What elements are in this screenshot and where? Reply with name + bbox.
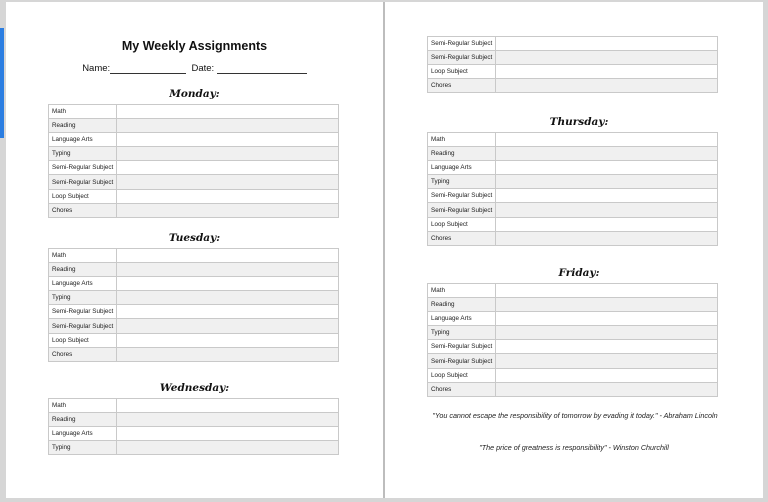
date-blank[interactable]: [217, 65, 307, 74]
assignment-cell[interactable]: [496, 284, 718, 298]
assignment-cell[interactable]: [117, 347, 339, 361]
table-row: [49, 319, 339, 333]
assignment-cell[interactable]: [496, 203, 718, 217]
subject-label: Typing: [428, 326, 496, 340]
day-title-wednesday: Wednesday:: [159, 382, 230, 394]
subject-label: Typing: [49, 441, 117, 455]
subject-label: Reading: [49, 413, 117, 427]
assignment-cell[interactable]: [496, 354, 718, 368]
table-row: [49, 277, 339, 291]
day-title-friday: Friday:: [558, 267, 600, 279]
date-label: Date:: [191, 63, 215, 74]
assignment-cell[interactable]: [496, 79, 718, 93]
assignment-cell[interactable]: [117, 277, 339, 291]
table-row: [49, 347, 339, 361]
table-row: [49, 203, 339, 217]
subject-label: Chores: [428, 231, 496, 245]
subject-label: Math: [428, 133, 496, 147]
assignment-cell[interactable]: [496, 51, 718, 65]
assignment-cell[interactable]: [496, 133, 718, 147]
table-row: [428, 217, 718, 231]
name-blank[interactable]: [110, 65, 186, 74]
table-wednesday: [48, 398, 339, 455]
table-row: [428, 37, 718, 51]
assignment-cell[interactable]: [117, 319, 339, 333]
assignment-cell[interactable]: [117, 119, 339, 133]
assignment-cell[interactable]: [496, 368, 718, 382]
assignment-cell[interactable]: [117, 427, 339, 441]
day-title-monday: Monday:: [169, 88, 220, 100]
subject-label: Semi-Regular Subject: [49, 161, 117, 175]
table-row: [49, 441, 339, 455]
name-label: Name:: [82, 63, 111, 74]
table-row: [49, 189, 339, 203]
table-row: [49, 333, 339, 347]
table-row: [428, 326, 718, 340]
table-row: [428, 175, 718, 189]
subject-label: Semi-Regular Subject: [428, 189, 496, 203]
table-row: [428, 354, 718, 368]
page-left: [6, 2, 383, 498]
assignment-cell[interactable]: [117, 399, 339, 413]
subject-label: Loop Subject: [428, 368, 496, 382]
assignment-cell[interactable]: [117, 305, 339, 319]
table-row: [428, 51, 718, 65]
table-row: [428, 312, 718, 326]
subject-label: Math: [428, 284, 496, 298]
subject-label: Language Arts: [428, 312, 496, 326]
assignment-cell[interactable]: [496, 161, 718, 175]
table-row: [428, 161, 718, 175]
assignment-cell[interactable]: [496, 340, 718, 354]
assignment-cell[interactable]: [496, 217, 718, 231]
subject-label: Typing: [428, 175, 496, 189]
subject-label: Language Arts: [49, 277, 117, 291]
subject-label: Semi-Regular Subject: [49, 319, 117, 333]
assignment-cell[interactable]: [496, 382, 718, 396]
table-thursday: [427, 132, 718, 246]
table-row: [49, 119, 339, 133]
table-row: [428, 284, 718, 298]
table-tuesday: [48, 248, 339, 362]
document-title: My Weekly Assignments: [121, 39, 268, 53]
table-row: [49, 305, 339, 319]
table-row: [428, 147, 718, 161]
subject-label: Chores: [49, 203, 117, 217]
assignment-cell[interactable]: [117, 263, 339, 277]
table-row: [428, 203, 718, 217]
table-row: [49, 291, 339, 305]
table-row: [49, 249, 339, 263]
subject-label: Loop Subject: [49, 333, 117, 347]
table-row: [428, 368, 718, 382]
assignment-cell[interactable]: [117, 441, 339, 455]
table-row: [49, 161, 339, 175]
subject-label: Loop Subject: [428, 65, 496, 79]
assignment-cell[interactable]: [117, 161, 339, 175]
assignment-cell[interactable]: [117, 413, 339, 427]
subject-label: Reading: [49, 119, 117, 133]
assignment-cell[interactable]: [117, 147, 339, 161]
subject-label: Language Arts: [49, 427, 117, 441]
subject-label: Typing: [49, 147, 117, 161]
table-row: [428, 189, 718, 203]
assignment-cell[interactable]: [117, 189, 339, 203]
day-title-tuesday: Tuesday:: [168, 232, 221, 244]
subject-label: Loop Subject: [49, 189, 117, 203]
table-row: [49, 175, 339, 189]
table-row: [428, 133, 718, 147]
subject-label: Semi-Regular Subject: [49, 175, 117, 189]
table-row: [428, 231, 718, 245]
subject-label: Semi-Regular Subject: [428, 37, 496, 51]
subject-label: Chores: [428, 79, 496, 93]
assignment-cell[interactable]: [117, 133, 339, 147]
assignment-cell[interactable]: [496, 147, 718, 161]
table-row: [428, 382, 718, 396]
table-row: [49, 147, 339, 161]
table-row: [428, 79, 718, 93]
table-wednesday-continued: [427, 36, 718, 93]
table-monday: [48, 104, 339, 218]
assignment-cell[interactable]: [117, 203, 339, 217]
assignment-cell[interactable]: [117, 105, 339, 119]
subject-label: Semi-Regular Subject: [428, 354, 496, 368]
assignment-cell[interactable]: [496, 189, 718, 203]
quote-lincoln: "You cannot escape the responsibility of tomorrow by evading it today." - Abraham Lincoln: [432, 411, 718, 420]
subject-label: Semi-Regular Subject: [49, 305, 117, 319]
subject-label: Math: [49, 399, 117, 413]
table-row: [49, 133, 339, 147]
subject-label: Loop Subject: [428, 217, 496, 231]
day-title-thursday: Thursday:: [549, 116, 609, 128]
subject-label: Semi-Regular Subject: [428, 51, 496, 65]
table-friday: [427, 283, 718, 397]
assignment-cell[interactable]: [496, 37, 718, 51]
subject-label: Chores: [428, 382, 496, 396]
table-row: [49, 427, 339, 441]
page-right: [385, 2, 763, 498]
assignment-cell[interactable]: [496, 65, 718, 79]
table-row: [49, 399, 339, 413]
subject-label: Reading: [428, 298, 496, 312]
assignment-cell[interactable]: [117, 333, 339, 347]
name-date-line: [6, 63, 383, 74]
subject-label: Language Arts: [428, 161, 496, 175]
assignment-cell[interactable]: [117, 249, 339, 263]
subject-label: Typing: [49, 291, 117, 305]
table-row: [49, 105, 339, 119]
assignment-cell[interactable]: [117, 175, 339, 189]
table-row: [49, 263, 339, 277]
table-row: [49, 413, 339, 427]
assignment-cell[interactable]: [496, 175, 718, 189]
assignment-cell[interactable]: [496, 326, 718, 340]
subject-label: Math: [49, 105, 117, 119]
assignment-cell[interactable]: [496, 298, 718, 312]
quote-churchill: "The price of greatness is responsibility" - Winston Churchill: [479, 443, 669, 452]
table-row: [428, 340, 718, 354]
subject-label: Math: [49, 249, 117, 263]
subject-label: Reading: [428, 147, 496, 161]
subject-label: Semi-Regular Subject: [428, 203, 496, 217]
subject-label: Chores: [49, 347, 117, 361]
subject-label: Reading: [49, 263, 117, 277]
assignment-cell[interactable]: [117, 291, 339, 305]
assignment-cell[interactable]: [496, 231, 718, 245]
assignment-cell[interactable]: [496, 312, 718, 326]
subject-label: Language Arts: [49, 133, 117, 147]
scroll-indicator[interactable]: [0, 28, 4, 138]
table-row: [428, 298, 718, 312]
subject-label: Semi-Regular Subject: [428, 340, 496, 354]
table-row: [428, 65, 718, 79]
